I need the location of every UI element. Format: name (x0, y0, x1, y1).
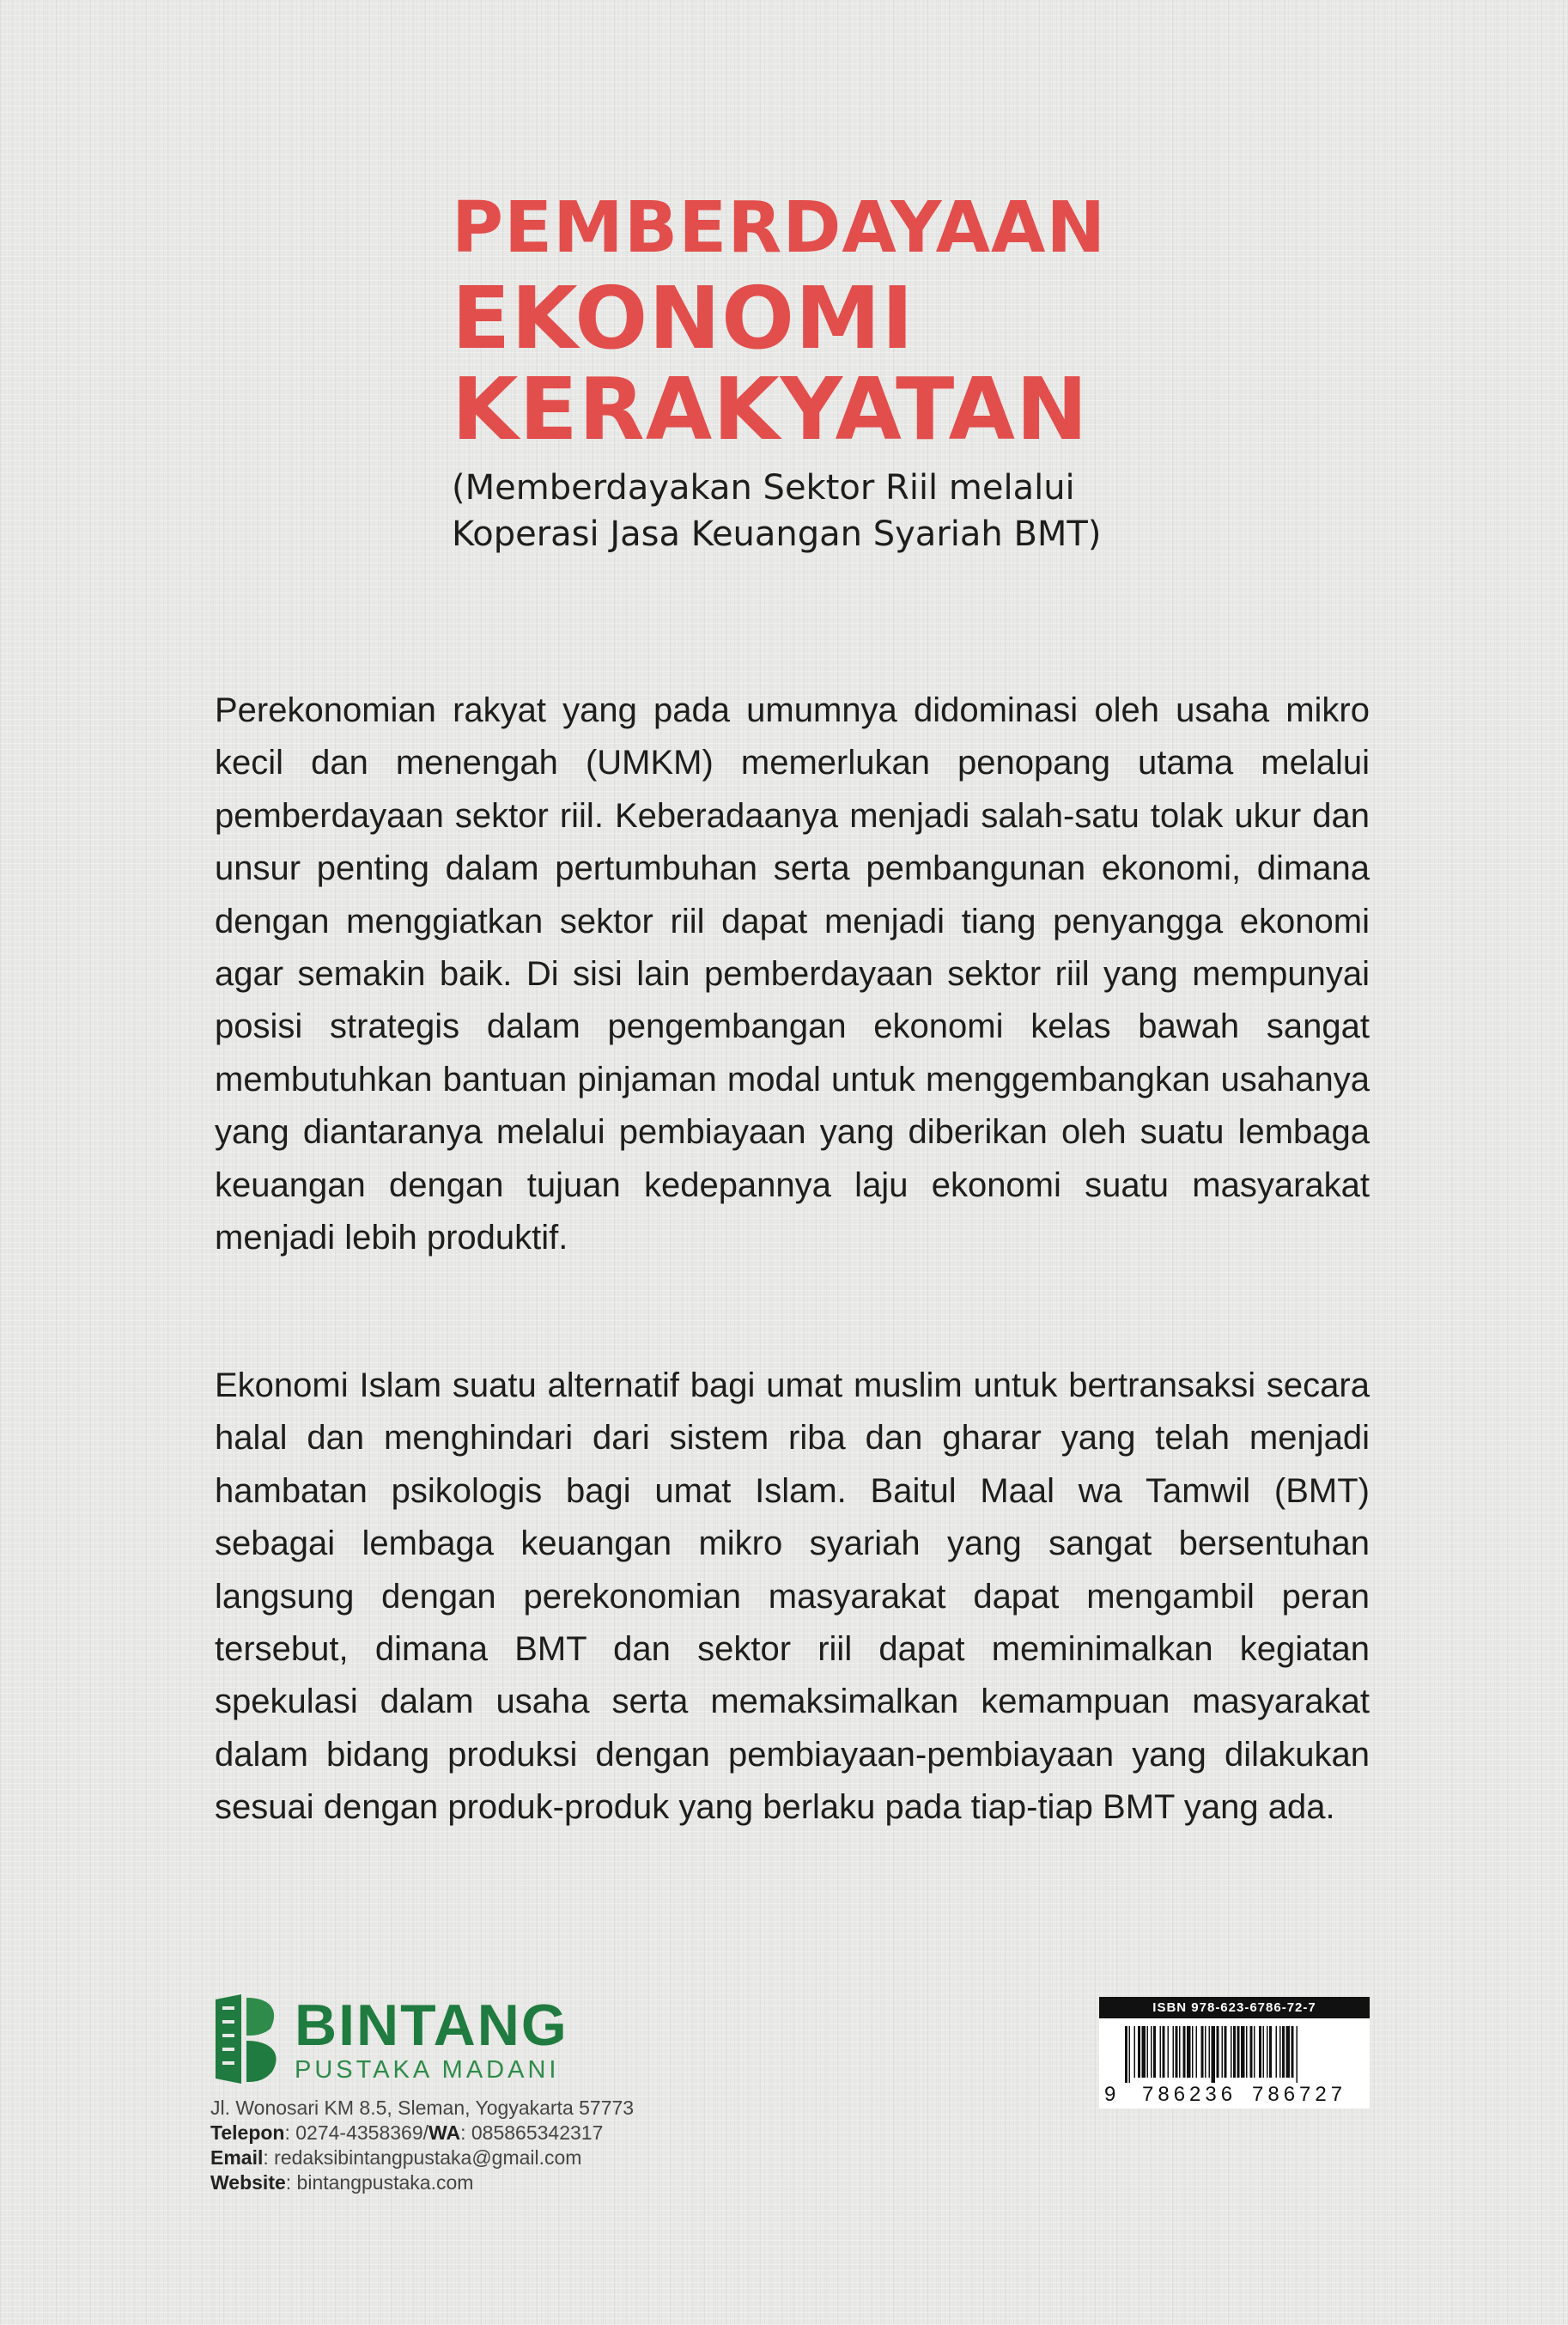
subtitle-line-2: Koperasi Jasa Keuangan Syariah BMT) (452, 514, 1102, 554)
publisher-website (210, 2170, 726, 2195)
isbn-barcode-box (1099, 1997, 1370, 2109)
publisher-contact (210, 2096, 726, 2195)
barcode-digits-left: 786236 (1142, 2083, 1237, 2106)
title-line-1: PEMBERDAYAAN (452, 187, 1107, 269)
barcode-digits-right: 786727 (1252, 2083, 1347, 2106)
title-line-2: EKONOMI (452, 268, 915, 368)
barcode-icon (1125, 2026, 1348, 2083)
email-label: Email (210, 2146, 264, 2169)
barcode-digit-first: 9 (1104, 2083, 1116, 2106)
publisher-block (210, 1994, 726, 2195)
website-value: : bintangpustaka.com (285, 2171, 474, 2194)
publisher-email (210, 2145, 726, 2170)
wa-value: : 085865342317 (460, 2121, 604, 2144)
synopsis-paragraph-1 (215, 685, 1370, 1264)
title-line-3: KERAKYATAN (452, 359, 1089, 460)
email-value: : redaksibintangpustaka@gmail.com (263, 2146, 582, 2169)
wa-label: WA (428, 2121, 461, 2144)
title-block (452, 187, 1396, 557)
subtitle-line-1: (Memberdayakan Sektor Riil melalui (452, 468, 1075, 508)
website-label: Website (210, 2171, 286, 2194)
synopsis-paragraph-2 (215, 1360, 1370, 1835)
subtitle (452, 465, 1396, 557)
publisher-address: Jl. Wonosari KM 8.5, Sleman, Yogyakarta 57773 (210, 2097, 635, 2119)
paragraph-text: Ekonomi Islam suatu alternatif bagi umat muslim untuk bertransaksi secara halal dan menghindari dari sistem riba dan gharar yang telah menjadi hambatan psikologis bagi umat Islam. Baitul Maal wa Tamwil (BMT) sebagai lembaga keuangan mikro syariah yang sangat bersentuhan langsung dengan perekonomian masyarakat dapat mengambil peran tersebut, dimana BMT dan sektor riil dapat meminimalkan kegiatan spekulasi dalam usaha serta memaksimalkan kemampuan masyarakat dalam bidang produksi dengan pembiayaan-pembiayaan yang dilakukan sesuai dengan produk-produk yang berlaku pada tiap-tiap BMT yang ada. (215, 1366, 1370, 1827)
phone-label: Telepon (210, 2121, 285, 2144)
publisher-logo (210, 1994, 726, 2084)
publisher-tagline: PUSTAKA MADANI (295, 2055, 560, 2084)
publisher-name: BINTANG (295, 1992, 568, 2058)
publisher-phone (210, 2121, 726, 2145)
isbn-label: ISBN 978-623-6786-72-7 (1099, 1997, 1370, 2018)
publisher-logo-icon (210, 1994, 283, 2084)
publisher-wordmark (295, 1992, 568, 2084)
paragraph-text: Perekonomian rakyat yang pada umumnya didominasi oleh usaha mikro kecil dan menengah (UMKM) memerlukan penopang utama melalui pemberdayaan sektor riil. Keberadaanya menjadi salah-satu tolak ukur dan unsur penting dalam pertumbuhan serta pembangunan ekonomi, dimana dengan menggiatkan sektor riil dapat menjadi tiang penyangga ekonomi agar semakin baik. Di sisi lain pemberdayaan sektor riil yang mempunyai posisi strategis dalam pengembangan ekonomi kelas bawah sangat membutuhkan bantuan pinjaman modal untuk menggembangkan usahanya yang diantaranya melalui pembiayaan yang diberikan oleh suatu lembaga keuangan dengan tujuan kedepannya laju ekonomi suatu masyarakat menjadi lebih produktif. (215, 691, 1370, 1257)
phone-value: : 0274-4358369/ (284, 2121, 429, 2144)
